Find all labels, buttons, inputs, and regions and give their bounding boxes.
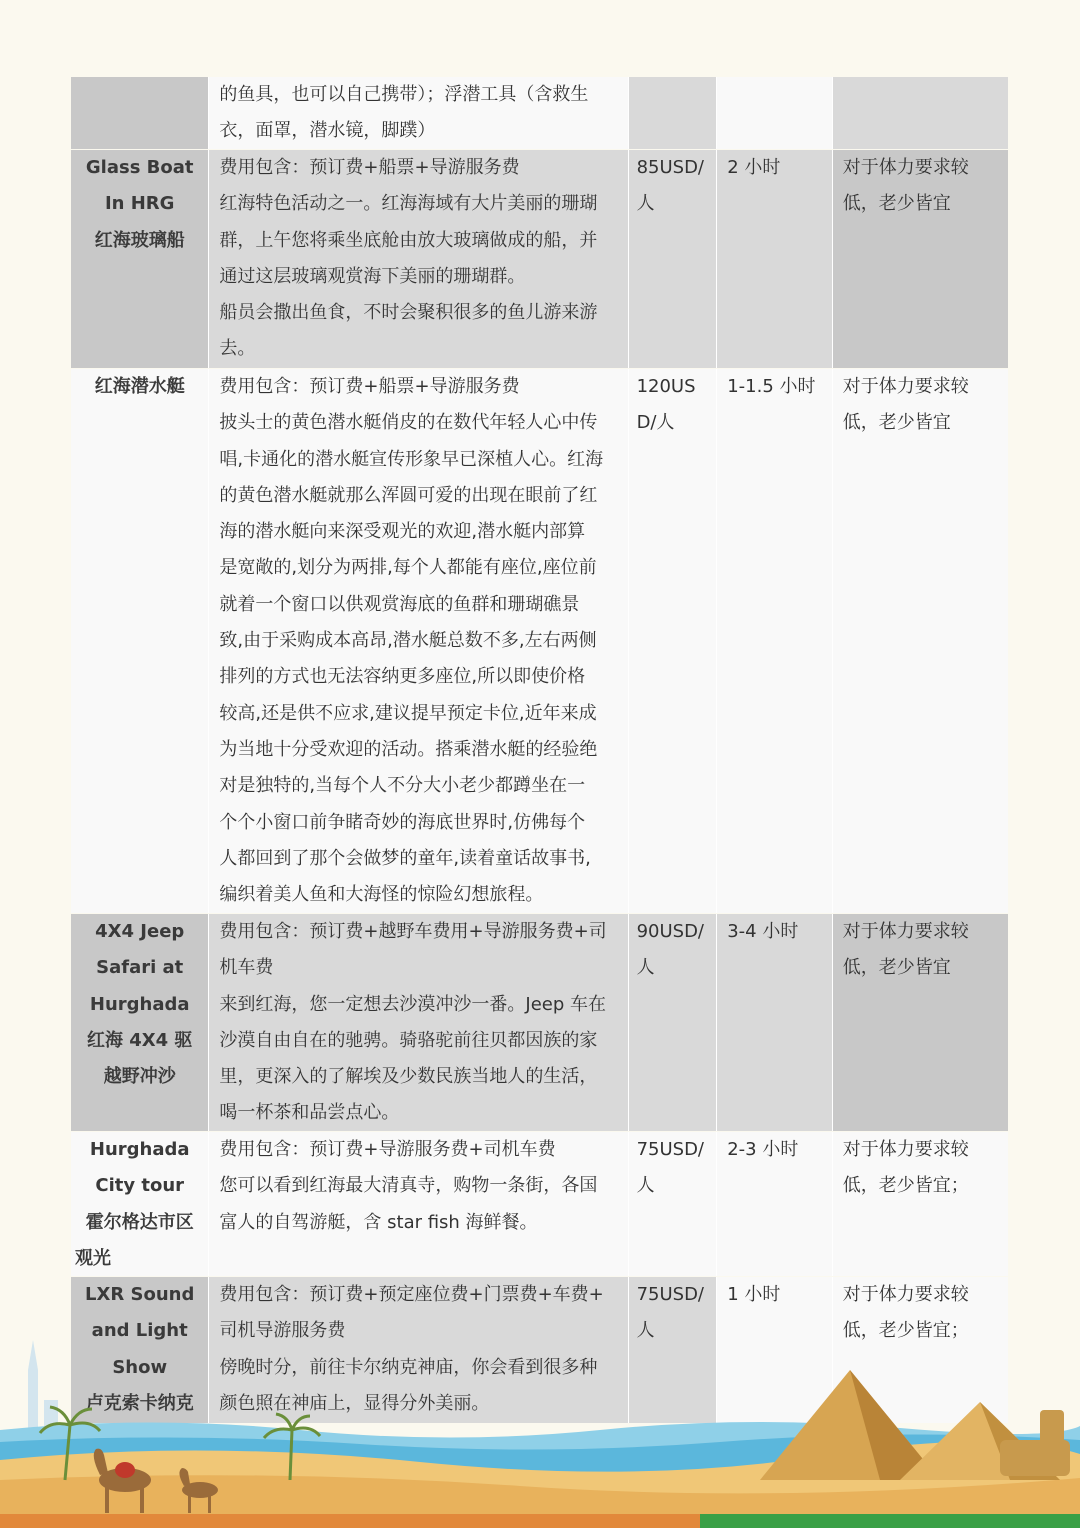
activity-name-line: In HRG [104,193,175,215]
duration-cell [717,77,832,149]
description-line: 为当地十分受欢迎的活动。搭乘潜水艇的经验绝 [219,738,598,760]
description-line: 群，上午您将乘坐底舱由放大玻璃做成的船，并 [219,229,598,251]
description-line: 颜色照在神庙上，显得分外美丽。 [219,1392,490,1414]
description-line: 司机导游服务费 [219,1320,346,1342]
activity-name-line: and Light [91,1320,188,1342]
description-line: 是宽敞的,划分为两排,每个人都能有座位,座位前 [219,557,597,579]
activity-name-line: 越野冲沙 [103,1066,176,1088]
description-cell [209,1132,627,1276]
note-line: 对于体力要求较 [842,921,969,942]
description-cell [209,77,627,149]
activity-name-cell [71,369,208,913]
price-line: 85USD/ [636,157,704,178]
activity-name-line: 4X4 Jeep [95,921,185,942]
note-line: 对于体力要求较 [842,1284,969,1305]
duration-text: 1-1.5 小时 [727,376,816,397]
activity-name-line: Glass Boat [85,157,194,178]
description-line: 费用包含：预订费+预定座位费+门票费+车费+ [219,1284,604,1305]
description-line: 红海特色活动之一。红海海域有大片美丽的珊瑚 [219,193,598,215]
price-line: 人 [636,957,655,979]
duration-cell [717,369,832,913]
description-cell [209,1277,627,1423]
activity-name-line: 霍尔格达市区 [85,1211,194,1233]
price-cell [629,1132,717,1276]
table-row [71,1132,1008,1276]
description-line: 去。 [219,338,256,360]
description-line: 傍晚时分，前往卡尔纳克神庙，你会看到很多种 [219,1356,598,1378]
activity-name-cell [71,150,208,368]
description-line: 披头士的黄色潜水艇俏皮的在数代年轻人心中传 [219,412,598,434]
camel-icon [94,1449,218,1513]
price-cell [629,1277,717,1423]
note-line: 对于体力要求较 [842,157,969,178]
price-line: 120US [636,376,696,397]
description-cell [209,914,627,1131]
excursion-table [71,77,1008,1423]
duration-cell [717,150,832,368]
note-line: 对于体力要求较 [842,1139,969,1160]
note-cell [833,1132,1008,1276]
price-line: 人 [636,193,655,215]
activity-name-line: Safari at [96,957,184,979]
price-line: 75USD/ [636,1284,704,1305]
city-skyline-icon [10,1340,72,1490]
description-line: 通过这层玻璃观赏海下美丽的珊瑚群。 [219,265,526,287]
table-row [71,369,1008,913]
footer-bar-green [700,1514,1080,1528]
duration-text: 2 小时 [727,157,781,178]
activity-name-cell [71,1277,208,1423]
price-line: 75USD/ [636,1139,704,1160]
description-line: 里，更深入的了解埃及少数民族当地人的生活， [219,1066,598,1088]
description-line: 就着一个窗口以供观赏海底的鱼群和珊瑚礁景 [219,593,580,615]
activity-name-line: Hurghada [89,1139,190,1160]
note-cell [833,914,1008,1131]
activity-name-line: 红海玻璃船 [94,229,185,251]
note-line: 低，老少皆宜； [842,1175,969,1197]
description-cell [209,150,627,368]
description-line: 编织着美人鱼和大海怪的惊险幻想旅程。 [219,884,544,906]
price-cell [629,150,717,368]
description-line: 较高,还是供不应求,建议提早预定卡位,近年来成 [219,702,597,724]
price-cell [629,369,717,913]
description-line: 的鱼具，也可以自己携带）；浮潜工具（含救生 [219,84,589,105]
activity-name-cell [71,1132,208,1276]
activity-name-line: 红海 4X4 驱 [86,1029,193,1051]
note-line: 低，老少皆宜 [842,957,951,979]
duration-text: 2-3 小时 [727,1139,799,1160]
activity-name-line: LXR Sound [85,1284,195,1305]
description-line: 费用包含：预订费+船票+导游服务费 [219,376,520,397]
table-row [71,1277,1008,1423]
activity-name-cell [71,914,208,1131]
price-line: 人 [636,1320,655,1342]
note-cell [833,77,1008,149]
description-line: 您可以看到红海最大清真寺，购物一条街，各国 [219,1175,598,1197]
duration-cell [717,914,832,1131]
table-row [71,77,1008,149]
duration-cell [717,1132,832,1276]
price-cell [629,914,717,1131]
description-line: 机车费 [219,957,274,979]
activity-name-line: Hurghada [89,993,190,1015]
description-line: 船员会撒出鱼食，不时会聚积很多的鱼儿游来游 [219,302,598,324]
note-cell [833,369,1008,913]
description-line: 致,由于采购成本高昂,潜水艇总数不多,左右两侧 [219,630,597,652]
description-line: 的黄色潜水艇就那么浑圆可爱的出现在眼前了红 [219,484,598,506]
activity-name-line: City tour [95,1175,185,1197]
description-line: 个个小窗口前争睹奇妙的海底世界时,仿佛每个 [219,811,586,833]
description-line: 费用包含：预订费+船票+导游服务费 [219,157,520,178]
duration-text: 3-4 小时 [727,921,799,942]
note-cell [833,150,1008,368]
description-line: 费用包含：预订费+越野车费用+导游服务费+司 [219,921,607,942]
duration-text: 1 小时 [727,1284,781,1305]
description-line: 来到红海，您一定想去沙漠冲沙一番。Jeep 车在 [219,993,607,1015]
desert-sand-icon [0,1441,1080,1528]
activity-name-cell [71,77,208,149]
description-line: 排列的方式也无法容纳更多座位,所以即使价格 [219,666,586,688]
footer-bar-orange [0,1514,1080,1528]
description-line: 唱,卡通化的潜水艇宣传形象早已深植人心。红海 [219,448,604,470]
table-row [71,914,1008,1131]
activity-name-line: 红海潜水艇 [94,376,185,397]
table-row [71,150,1008,368]
description-line: 衣，面罩，潜水镜，脚蹼） [219,120,436,142]
duration-cell [717,1277,832,1423]
description-cell [209,369,627,913]
note-line: 低，老少皆宜 [842,193,951,215]
description-line: 费用包含：预订费+导游服务费+司机车费 [219,1139,556,1160]
note-cell [833,1277,1008,1423]
price-cell [629,77,717,149]
note-line: 对于体力要求较 [842,376,969,397]
description-line: 富人的自驾游艇，含 star fish 海鲜餐。 [219,1211,538,1233]
activity-name-line: 观光 [75,1247,111,1269]
description-line: 沙漠自由自在的驰骋。骑骆驼前往贝都因族的家 [219,1029,598,1051]
note-line: 低，老少皆宜； [842,1320,969,1342]
note-line: 低，老少皆宜 [842,412,951,434]
activity-name-line: 卢克索卡纳克 [85,1392,194,1414]
description-line: 喝一杯茶和品尝点心。 [219,1102,400,1124]
price-line: D/人 [636,412,675,434]
price-line: 90USD/ [636,921,704,942]
sea-wave-icon [0,1422,1080,1470]
description-line: 对是独特的,当每个人不分大小老少都蹲坐在一 [219,775,586,797]
sphinx-icon [1000,1410,1070,1476]
activity-name-line: Show [112,1356,168,1378]
description-line: 人都回到了那个会做梦的童年,读着童话故事书, [219,847,591,869]
price-line: 人 [636,1175,655,1197]
description-line: 海的潜水艇向来深受观光的欢迎,潜水艇内部算 [219,521,586,543]
